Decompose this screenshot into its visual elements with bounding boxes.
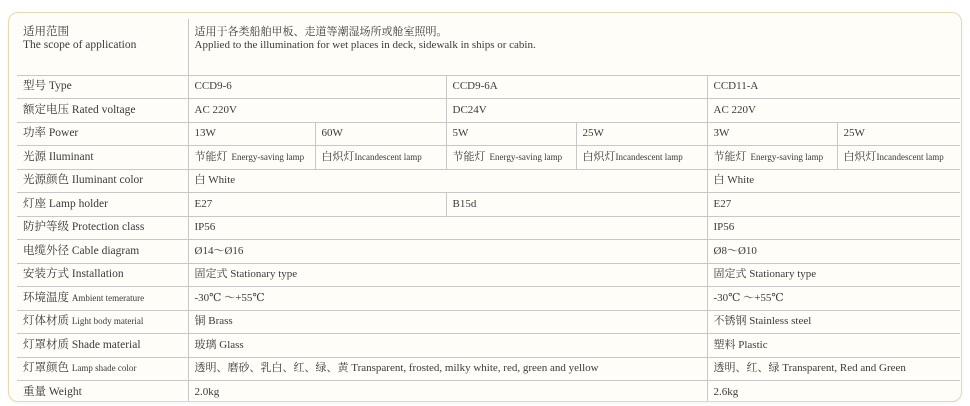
installation-label: 安装方式 Installation: [17, 263, 188, 287]
power-value: 25W: [576, 122, 707, 146]
power-label: 功率 Power: [17, 122, 188, 146]
power-value: 13W: [188, 122, 315, 146]
illuminant-cn: 白炽灯: [582, 150, 616, 163]
body-material-label: [17, 310, 188, 334]
illuminant-cn: 节能灯: [713, 150, 747, 163]
cable-row: [17, 240, 960, 264]
illuminant-cn: 白炽灯: [843, 150, 877, 163]
illuminant-en: Incandescent lamp: [876, 151, 944, 162]
scope-text-cn: 适用于各类船舶甲板、走道等潮湿场所或舱室照明。: [194, 26, 448, 38]
spec-table-frame: [8, 12, 962, 402]
illuminant-cn: 节能灯: [452, 150, 486, 163]
holder-ccd9-6a: B15d: [446, 193, 707, 217]
temperature-right: -30℃ ～+55℃: [707, 287, 960, 311]
holder-row: [17, 193, 960, 217]
illuminant-cn: 白炽灯: [321, 150, 355, 163]
shade-color-left: 透明、磨砂、乳白、红、绿、黄 Transparent, frosted, milky white, red, green and yellow: [188, 357, 707, 381]
shade-color-row: [17, 357, 960, 381]
cable-left: Ø14～Ø16: [188, 240, 707, 264]
protection-label: 防护等级 Protection class: [17, 216, 188, 240]
scope-label-en: The scope of application: [23, 39, 137, 51]
type-ccd9-6a: CCD9-6A: [446, 75, 707, 99]
holder-label: 灯座 Lamp holder: [17, 193, 188, 217]
illuminant-incandescent: [315, 146, 446, 170]
temperature-label-cn: 环境温度: [23, 291, 69, 304]
illuminant-en: Incandescent lamp: [615, 151, 683, 162]
power-value: 3W: [707, 122, 837, 146]
installation-right: 固定式 Stationary type: [707, 263, 960, 287]
body-material-row: [17, 310, 960, 334]
shade-material-left: 玻璃 Glass: [188, 334, 707, 358]
voltage-ccd11-a: AC 220V: [707, 99, 960, 123]
temperature-label: [17, 287, 188, 311]
color-row: [17, 169, 960, 193]
holder-ccd11-a: E27: [707, 193, 960, 217]
shade-color-label-cn: 灯罩颜色: [23, 362, 69, 375]
illuminant-incandescent: [837, 146, 960, 170]
weight-label: 重量 Weight: [17, 381, 188, 403]
illuminant-en: Energy-saving lamp: [750, 151, 824, 162]
weight-right: 2.6kg: [707, 381, 960, 403]
illuminant-row: [17, 146, 960, 170]
body-material-right: 不锈钢 Stainless steel: [707, 310, 960, 334]
shade-color-label: [17, 357, 188, 381]
voltage-ccd9-6a: DC24V: [446, 99, 707, 123]
voltage-ccd9-6: AC 220V: [188, 99, 446, 123]
illuminant-label: 光源 Iluminant: [17, 146, 188, 170]
protection-row: [17, 216, 960, 240]
installation-left: 固定式 Stationary type: [188, 263, 707, 287]
shade-material-row: [17, 334, 960, 358]
temperature-label-en: Ambient temerature: [71, 292, 145, 303]
installation-row: [17, 263, 960, 287]
protection-right: IP56: [707, 216, 960, 240]
power-value: 5W: [446, 122, 576, 146]
type-ccd11-a: CCD11-A: [707, 75, 960, 99]
shade-material-label: 灯罩材质 Shade material: [17, 334, 188, 358]
holder-ccd9-6: E27: [188, 193, 446, 217]
voltage-row: [17, 99, 960, 123]
scope-label: [17, 19, 188, 75]
type-ccd9-6: CCD9-6: [188, 75, 446, 99]
scope-row: [17, 19, 960, 75]
voltage-label: 额定电压 Rated voltage: [17, 99, 188, 123]
body-material-label-en: Light body material: [71, 316, 144, 327]
illuminant-en: Incandescent lamp: [354, 151, 422, 162]
type-row: [17, 75, 960, 99]
shade-color-right: 透明、红、绿 Transparent, Red and Green: [707, 357, 960, 381]
type-label: 型号 Type: [17, 75, 188, 99]
power-value: 25W: [837, 122, 960, 146]
illuminant-cn: 节能灯: [194, 150, 228, 163]
cable-right: Ø8～Ø10: [707, 240, 960, 264]
illuminant-en: Energy-saving lamp: [489, 151, 563, 162]
body-material-label-cn: 灯体材质: [23, 315, 69, 328]
power-value: 60W: [315, 122, 446, 146]
illuminant-incandescent: [576, 146, 707, 170]
illuminant-saving: [446, 146, 576, 170]
illuminant-en: Energy-saving lamp: [231, 151, 305, 162]
color-label: 光源颜色 Iluminant color: [17, 169, 188, 193]
shade-material-right: 塑料 Plastic: [707, 334, 960, 358]
cable-label: 电缆外径 Cable diagram: [17, 240, 188, 264]
spec-table: [17, 19, 960, 402]
protection-left: IP56: [188, 216, 707, 240]
body-material-left: 铜 Brass: [188, 310, 707, 334]
scope-label-cn: 适用范围: [23, 26, 69, 38]
illuminant-saving: [707, 146, 837, 170]
scope-text: [188, 19, 960, 75]
shade-color-label-en: Lamp shade color: [71, 363, 137, 374]
illuminant-saving: [188, 146, 315, 170]
weight-left: 2.0kg: [188, 381, 707, 403]
power-row: [17, 122, 960, 146]
scope-text-en: Applied to the illumination for wet places in deck, sidewalk in ships or cabin.: [194, 39, 536, 51]
weight-row: [17, 381, 960, 403]
temperature-left: -30℃ ～+55℃: [188, 287, 707, 311]
color-right: 白 White: [707, 169, 960, 193]
temperature-row: [17, 287, 960, 311]
color-left: 白 White: [188, 169, 707, 193]
